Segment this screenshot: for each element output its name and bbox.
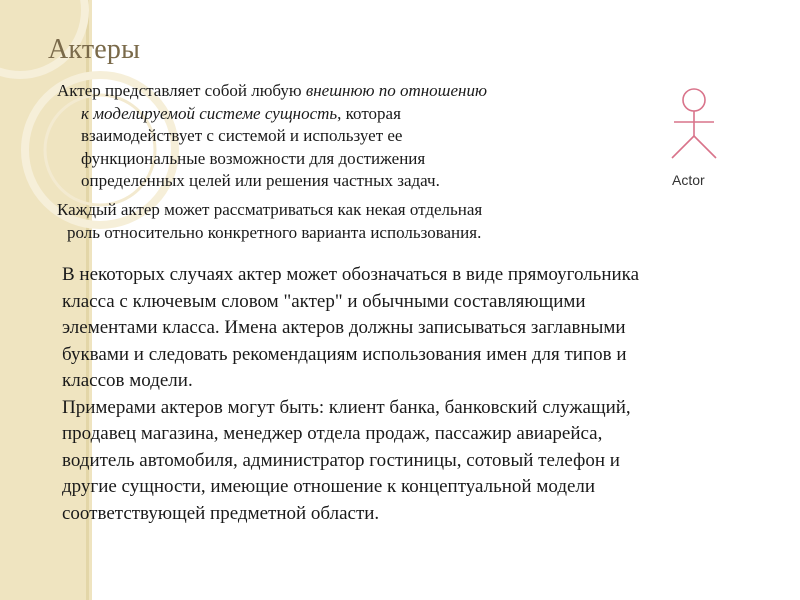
para1-emphasis: внешнюю по отношению [305,81,487,100]
para1-line-2 [57,103,617,126]
para1-line-4: функциональные возможности для достижения [81,148,426,168]
actor-head [683,89,705,111]
actor-right-leg [694,136,716,158]
para3-line: элементами класса. Имена актеров должны записываться заглавными [62,317,626,338]
actor-stick-figure-icon [664,86,724,166]
actor-left-leg [672,136,694,158]
para3-line: В некоторых случаях актер может обозначаться в виде прямоугольника [62,264,640,285]
para1-line-5: определенных целей или решения частных задач. [81,171,440,190]
para1-text-2: , которая [337,103,401,123]
actor-definition-paragraph [57,80,617,193]
para3-line: другие сущности, имеющие отношение к концептуальной модели [62,476,596,497]
actor-label: Actor [672,172,705,188]
para3-line: соответствующей предметной области. [62,502,380,524]
para3-line: Примерами актеров могут быть: клиент банка, банковский служащий, [62,396,631,418]
slide-title: Актеры [48,34,141,65]
para3-line: классов модели. [62,370,193,391]
para3-line: класса с ключевым словом "актер" и обычными составляющими [62,290,586,312]
para2-line-2: роль относительно конкретного варианта использования. [67,222,482,242]
para2-line-1: Каждый актер может рассматриваться как некая отдельная [57,200,483,219]
para1-text: Актер представляет собой любую [57,81,306,100]
actor-notation-paragraph [62,262,762,527]
para1-line-3: взаимодействует с системой и использует ее [81,126,403,145]
para1-emphasis-2: к моделируемой системе сущность [81,103,338,123]
para3-line: буквами и следовать рекомендациям использования имен для типов и [62,343,627,365]
para3-line: водитель автомобиля, администратор гостиницы, сотовый телефон и [62,449,620,471]
para1-line-1 [57,80,617,103]
actor-role-paragraph [57,199,617,244]
para3-line: продавец магазина, менеджер отдела продаж, пассажир авиарейса, [62,423,603,444]
